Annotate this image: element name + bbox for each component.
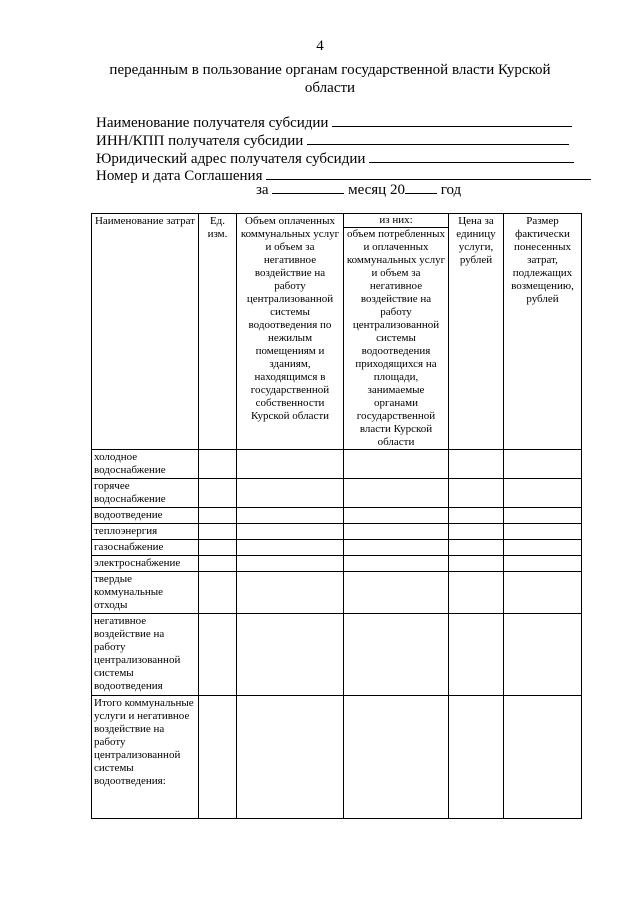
cell-volume-consumed[interactable] [344,572,449,614]
cell-price[interactable] [449,479,504,508]
cell-amount[interactable] [504,450,582,479]
cell-volume-consumed[interactable] [344,556,449,572]
cell-price[interactable] [449,508,504,524]
cell-volume-consumed[interactable] [344,696,449,819]
agreement-label: Номер и дата Соглашения [96,168,263,184]
cell-volume-consumed[interactable] [344,614,449,696]
cell-price[interactable] [449,556,504,572]
cell-unit[interactable] [199,614,237,696]
header-cost-name: Наименование затрат [92,214,199,450]
cell-unit[interactable] [199,450,237,479]
inn-kpp-field [96,131,569,150]
cell-volume-paid[interactable] [237,524,344,540]
row-label: негативное воздействие на работу централизованной системы водоотведения [92,614,199,696]
row-label-total: Итого коммунальные услуги и негативное воздействие на работу централизованной системы водоотведения: [92,696,199,819]
cell-volume-consumed[interactable] [344,508,449,524]
cell-volume-consumed[interactable] [344,524,449,540]
cell-volume-paid[interactable] [237,479,344,508]
table-row [92,556,582,572]
reporting-period [256,180,461,199]
cell-amount[interactable] [504,479,582,508]
table-row [92,614,582,696]
cell-volume-paid[interactable] [237,450,344,479]
costs-table [91,213,582,819]
inn-kpp-label: ИНН/КПП получателя субсидии [96,133,304,149]
period-month-label: месяц 20 [348,182,405,198]
table-row [92,479,582,508]
cell-unit[interactable] [199,572,237,614]
row-label: электроснабжение [92,556,199,572]
cell-amount[interactable] [504,508,582,524]
header-volume-consumed: объем потребленных и оплаченных коммунальных услуг и объем за негативное воздействие на работу централизованной системы водоотведения приходящихся на площади, занимаемые органами государственной власти Курской области [346,228,446,448]
cell-price[interactable] [449,696,504,819]
period-prefix: за [256,182,269,198]
header-volume-paid: Объем оплаченных коммунальных услуг и объем за негативное воздействие на работу централизованной системы водоотведения по нежилым помещениям и зданиям, находящимся в государственной собственности Курской области [237,214,344,450]
period-year-label: год [440,182,462,198]
header-price: Цена за единицу услуги, рублей [449,214,504,450]
cell-unit[interactable] [199,479,237,508]
cell-unit[interactable] [199,556,237,572]
row-label: теплоэнергия [92,524,199,540]
year-blank[interactable] [405,180,437,194]
cell-volume-consumed[interactable] [344,540,449,556]
row-label: газоснабжение [92,540,199,556]
cell-volume-paid[interactable] [237,696,344,819]
row-label: горячее водоснабжение [92,479,199,508]
cell-amount[interactable] [504,556,582,572]
cell-amount[interactable] [504,540,582,556]
recipient-name-field [96,113,572,132]
header-amount: Размер фактически понесенных затрат, подлежащих возмещению, рублей [504,214,582,450]
recipient-name-label: Наименование получателя субсидии [96,115,329,131]
cell-amount[interactable] [504,696,582,819]
table-row [92,572,582,614]
row-label: водоотведение [92,508,199,524]
table-row [92,450,582,479]
cell-price[interactable] [449,540,504,556]
cell-unit[interactable] [199,540,237,556]
cell-volume-paid[interactable] [237,508,344,524]
cell-unit[interactable] [199,524,237,540]
page-number: 4 [316,38,324,54]
header-unit: Ед. изм. [199,214,237,450]
header-of-which [344,214,449,450]
cell-amount[interactable] [504,614,582,696]
table-row [92,508,582,524]
cell-amount[interactable] [504,572,582,614]
cell-volume-paid[interactable] [237,572,344,614]
cell-amount[interactable] [504,524,582,540]
legal-address-line[interactable] [369,149,574,163]
cell-volume-paid[interactable] [237,556,344,572]
cell-price[interactable] [449,572,504,614]
cell-volume-consumed[interactable] [344,479,449,508]
cell-volume-consumed[interactable] [344,450,449,479]
cell-volume-paid[interactable] [237,614,344,696]
row-label: твердые коммунальные отходы [92,572,199,614]
cell-unit[interactable] [199,696,237,819]
continuation-title: переданным в пользование органам государственной власти Курской области [109,62,551,96]
table-row [92,524,582,540]
table-row-total [92,696,582,819]
recipient-name-line[interactable] [332,113,572,127]
inn-kpp-line[interactable] [307,131,569,145]
cell-volume-paid[interactable] [237,540,344,556]
row-label: холодное водоснабжение [92,450,199,479]
agreement-line[interactable] [266,166,591,180]
legal-address-label: Юридический адрес получателя субсидии [96,151,366,167]
month-blank[interactable] [272,180,344,194]
cell-unit[interactable] [199,508,237,524]
table-row [92,540,582,556]
header-of-which-label: из них: [344,214,448,228]
cell-price[interactable] [449,450,504,479]
cell-price[interactable] [449,614,504,696]
cell-price[interactable] [449,524,504,540]
table-header-row [92,214,582,450]
